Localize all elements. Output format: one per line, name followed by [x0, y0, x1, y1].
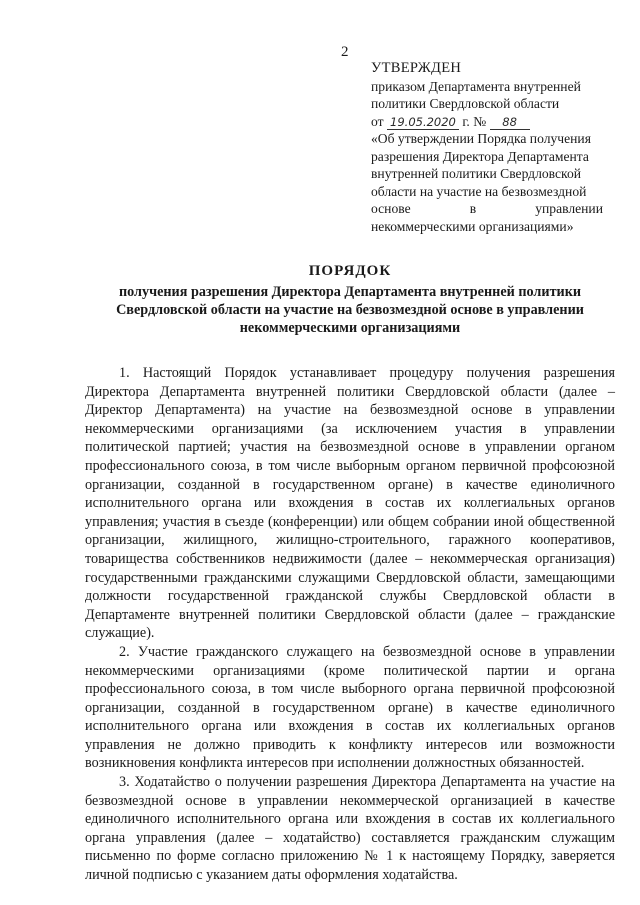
- approval-subject-line-3: внутренней политики Свердловской: [371, 166, 582, 181]
- paragraph-3: 3. Ходатайство о получении разрешения Директора Департамента на участие на безвозмездной основе в управлении некоммерческой организацией в качестве единоличного исполнительного органа или вхождения в состав их коллегиального органа управления (далее – ходатайство) составляется гражданским служащим письменно по форме согласно приложению № 1 к настоящему Порядку, заверяется личной подписью с указанием даты оформления ходатайства.: [85, 774, 615, 884]
- document-subtitle: получения разрешения Директора Департамента внутренней политики Свердловской области на участие на безвозмездной основе в управлении некоммерческими организациями: [116, 284, 584, 336]
- word-osnove: основе: [371, 201, 411, 216]
- approval-subject-line-6: некоммерческими организациями»: [371, 218, 574, 234]
- document-title: ПОРЯДОК: [308, 263, 392, 279]
- paragraph-2: 2. Участие гражданского служащего на безвозмездной основе в управлении некоммерческими организациями (кроме политической партии и органа профессионального союза, в том числе выборного органа первичной профсоюзной организации, созданной в государственном органе) в качестве единоличного исполнительного органа или вхождения в состав их коллегиальных органов управления не должно приводить к конфликту интересов или возможности возникновения конфликта интересов при исполнении должностных обязанностей.: [85, 643, 615, 772]
- approval-line-1: приказом Департамента внутренней: [371, 78, 581, 94]
- approval-subject-line-2: разрешения Директора Департамента: [371, 148, 589, 164]
- handwritten-order-number: 88: [490, 116, 530, 130]
- year-number-label: г. №: [462, 113, 487, 129]
- approval-subject-line-1: «Об утверждении Порядка получения: [371, 131, 591, 146]
- approval-date-line: [371, 113, 603, 131]
- date-prefix: от: [371, 113, 384, 129]
- document-title-block: [85, 262, 615, 337]
- approval-line-2: политики Свердловской области: [371, 96, 560, 111]
- document-body: [85, 364, 615, 885]
- approval-heading: УТВЕРЖДЕН: [371, 60, 462, 76]
- approval-subject-line-5: [371, 200, 603, 218]
- paragraph-1: 1. Настоящий Порядок устанавливает процедуру получения разрешения Директора Департамента внутренней политики Свердловской области (далее – Директор Департамента) на участие на безвозмездной основе в управлении некоммерческими организациями (за исключением участия в управлении политической партией; участия на безвозмездной основе в управлении органом профессионального союза, в том числе выборным органом первичной профсоюзной организации, созданной в государственном органе) в качестве единоличного исполнительного органа или вхождения в состав их коллегиальных органов управления; участия в съезде (конференции) или общем собрании иной общественной организации, жилищного, жилищно-строительного, гаражного кооперативов, товарищества собственников недвижимости (далее – некоммерческая организация) государственными гражданскими служащими Свердловской области, замещающими должности государственной гражданской службы Свердловской области в Департаменте внутренней политики Свердловской области (далее – гражданские служащие).: [85, 365, 615, 642]
- approval-stamp-block: [371, 60, 603, 235]
- word-v: в: [469, 201, 477, 216]
- page-number: 2: [341, 44, 349, 60]
- approval-subject-line-4: области на участие на безвозмездной: [371, 183, 587, 199]
- handwritten-date: 19.05.2020: [387, 116, 459, 130]
- word-upravlenii: управлении: [535, 201, 603, 216]
